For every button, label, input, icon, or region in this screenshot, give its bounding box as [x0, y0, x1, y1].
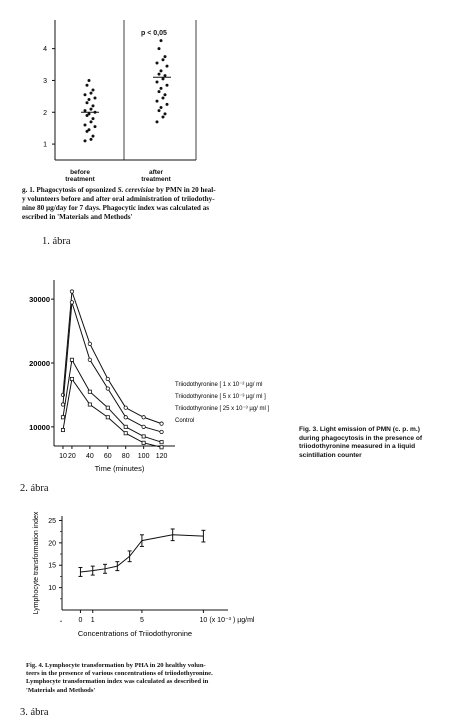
series-marker [106, 377, 109, 380]
x-tick-label: 1 [90, 617, 95, 624]
series-marker [70, 301, 73, 304]
series-marker [88, 342, 91, 345]
data-point [160, 39, 163, 42]
data-point [86, 84, 89, 87]
data-point [92, 117, 95, 120]
series-marker [142, 416, 145, 419]
series-line [63, 291, 162, 423]
figure-3-label: 3. ábra [20, 707, 49, 718]
series-label: Triiodothyronine [ 1 x 10⁻² µg/ ml [175, 382, 263, 388]
caption-line: nine 80 µg/day for 7 days. Phagocytic index was calculated as [22, 204, 210, 212]
series-marker [160, 441, 163, 444]
data-point [94, 125, 97, 128]
series-label: Control [175, 418, 195, 424]
x-tick-label: 10 [59, 453, 67, 460]
x-tick-label: 10 [199, 617, 208, 624]
caption-italic: S. cerevisiae [117, 186, 155, 194]
series-marker [70, 290, 73, 293]
caption-line [22, 186, 292, 195]
x-tick-label: 20 [68, 453, 76, 460]
y-tick-label: 30000 [29, 295, 50, 305]
y-tick-label: 2 [43, 109, 47, 117]
y-tick-label: 3 [43, 77, 47, 85]
y-tick-label: 20000 [29, 359, 50, 368]
figure-1-before-label [58, 169, 102, 183]
data-point [162, 58, 165, 61]
data-point [94, 96, 97, 99]
after-label-line1: after [148, 169, 164, 176]
series-marker [142, 435, 145, 438]
data-point [166, 65, 169, 68]
series-marker [160, 422, 163, 425]
data-point [158, 73, 161, 76]
series-marker [124, 406, 127, 409]
y-tick-label: 4 [43, 46, 47, 54]
caption-line: Lymphocyte transformation index was calculated as described in [26, 678, 209, 686]
data-point [160, 69, 163, 72]
x-tick-label: 80 [121, 453, 130, 460]
data-point [164, 74, 167, 77]
series-marker [124, 432, 127, 435]
data-point [90, 92, 93, 95]
caption-line: Fig. 3. Light emission of PMN (c. p. m.) [299, 426, 420, 433]
caption-line: teers in the presence of various concentrations of triiodothyronine. [26, 670, 213, 678]
y-tick-label: 10000 [29, 422, 50, 432]
data-point [156, 81, 159, 84]
y-tick-label: 1 [43, 141, 47, 149]
data-point [84, 109, 87, 112]
data-point [158, 47, 161, 50]
data-point [92, 135, 95, 138]
data-point [166, 84, 169, 87]
series-marker [160, 430, 163, 433]
x-tick-label: 60 [103, 453, 112, 460]
caption-text: Phagocytosis of opsonized S. cerevisiae by PMN in 20 heal- [36, 186, 216, 194]
figure-1-label: 1. ábra [42, 236, 71, 247]
data-point [158, 90, 161, 93]
before-label-line2: treatment [65, 176, 95, 183]
data-point [164, 93, 167, 96]
x-tick-label: 0 [78, 617, 83, 624]
series-marker [124, 416, 127, 419]
x-tick-label: 40 [85, 453, 94, 460]
caption-line: during phagocytosis in the presence of [299, 434, 423, 442]
data-point [88, 79, 91, 82]
data-point [156, 61, 159, 64]
series-marker [106, 406, 109, 409]
data-point [160, 87, 163, 90]
caption-line: scintillation counter [299, 451, 362, 459]
data-point [88, 112, 91, 115]
data-point [90, 108, 93, 111]
data-point [84, 93, 87, 96]
data-point [164, 55, 167, 58]
figure-3-line-chart [0, 510, 459, 680]
figure-1-scatter-chart [0, 0, 459, 190]
before-label-line1: before [70, 169, 90, 176]
y-axis-label: Lymphocyte transformation index [33, 511, 40, 615]
series-marker [61, 403, 64, 406]
data-point [90, 138, 93, 141]
series-marker [88, 390, 91, 393]
data-point [156, 100, 159, 103]
data-point [156, 120, 159, 123]
data-point [86, 101, 89, 104]
data-point [92, 89, 95, 92]
series-label: Triiodothyronine [ 5 x 10⁻³ µg/ ml ] [175, 394, 266, 400]
x-axis-label: Concentrations of Triiodothyronine [77, 629, 193, 638]
caption-line: Fig. 4. Lymphocyte transformation by PHA in 20 healthy volun- [26, 662, 206, 669]
series-marker [61, 428, 64, 431]
data-point [88, 98, 91, 101]
figure-1-caption [22, 186, 292, 222]
series-marker [106, 416, 109, 419]
y-tick-label: 10 [48, 585, 56, 593]
data-point [158, 109, 161, 112]
after-label-line2: treatment [141, 176, 171, 183]
figure-2-label: 2. ábra [20, 483, 49, 494]
series-line [63, 360, 162, 442]
series-marker [70, 358, 73, 361]
caption-line: 'Materials and Methods' [26, 686, 96, 694]
figure-2-caption [299, 426, 449, 460]
figure-1-after-label [134, 169, 178, 183]
series-marker [142, 425, 145, 428]
series-marker [160, 446, 163, 449]
data-point [92, 104, 95, 107]
data-point [162, 77, 165, 80]
series-marker [70, 377, 73, 380]
data-point [164, 112, 167, 115]
data-point [84, 139, 87, 142]
caption-line: y volunteers before and after oral administration of triiodothy- [22, 195, 215, 203]
x-tick-label: 5 [139, 617, 144, 624]
caption-line: triiodothyronine measured in a liquid [299, 443, 416, 451]
data-point [84, 124, 87, 127]
series-marker [88, 403, 91, 406]
series-marker [61, 416, 64, 419]
x-unit-label: (x 10⁻³ ) µg/ml [209, 617, 255, 624]
figure-1-pvalue: p < 0,05 [141, 30, 167, 37]
data-point [162, 116, 165, 119]
data-point [166, 103, 169, 106]
x-tick-label: 120 [155, 453, 168, 460]
x-tick-label: 100 [137, 453, 150, 460]
series-label: Triiodothyronine [ 25 x 10⁻³ µg/ ml ] [175, 406, 270, 412]
y-tick-label: 15 [48, 562, 56, 570]
caption-prefix: g. 1. [22, 186, 35, 194]
y-tick-label: 20 [48, 540, 56, 548]
caption-line: escribed in 'Materials and Methods' [22, 213, 133, 221]
data-point [88, 128, 91, 131]
y-tick-label: 25 [48, 517, 56, 525]
series-marker [106, 387, 109, 390]
data-point [160, 106, 163, 109]
series-marker [124, 425, 127, 428]
series-marker [88, 358, 91, 361]
data-point [90, 120, 93, 123]
figure-3-caption [26, 662, 296, 695]
data-point [162, 96, 165, 99]
series-marker [142, 441, 145, 444]
x-axis-label: Time (minutes) [94, 464, 145, 473]
